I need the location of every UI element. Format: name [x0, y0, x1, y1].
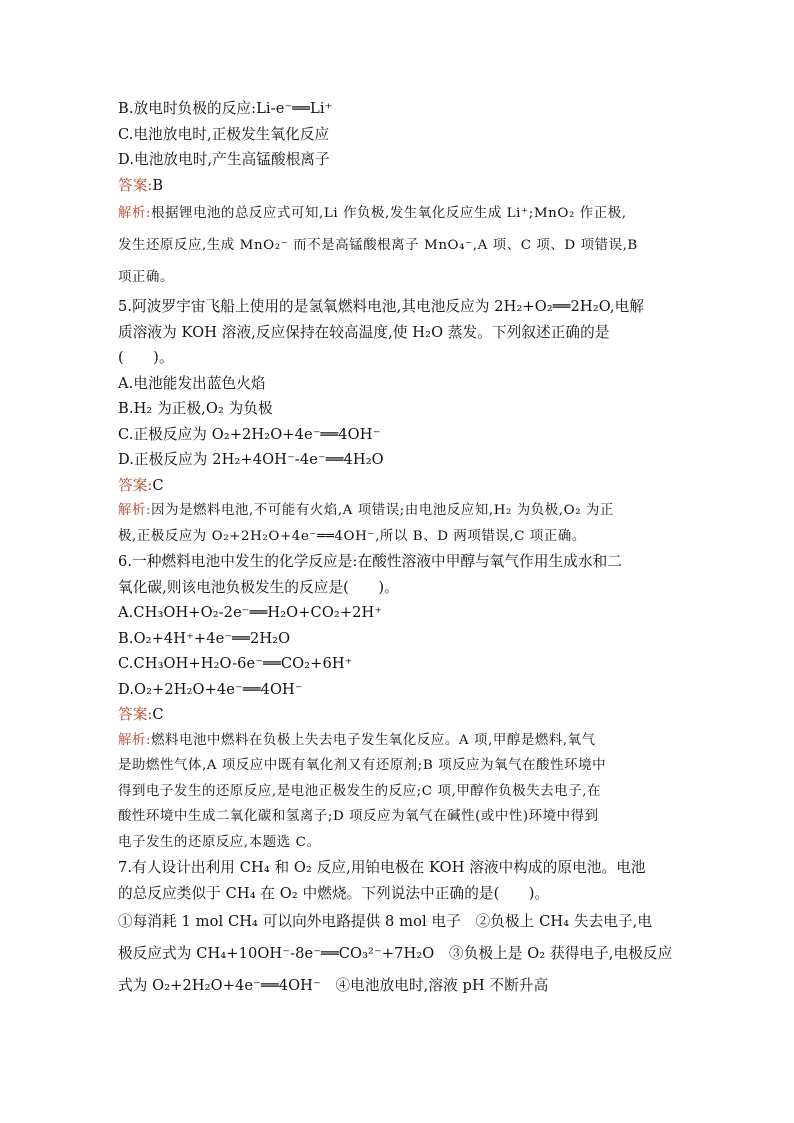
- q5-option-c: C.正极反应为 O₂+2H₂O+4e⁻══4OH⁻: [118, 425, 381, 443]
- q7-stem-line: ①每消耗 1 mol CH₄ 可以向外电路提供 8 mol 电子 ②负极上 CH₄ 失去电子,电: [118, 913, 653, 930]
- q6-analysis-line: 得到电子发生的还原反应,是电池正极发生的反应;C 项,甲醇作负极失去电子,在: [118, 783, 602, 799]
- q6-analysis-line: 电子发生的还原反应,本题选 C。: [118, 834, 321, 850]
- q5-analysis-line: 极,正极反应为 O₂+2H₂O+4e⁻══4OH⁻,所以 B、D 两项错误,C 项正确。: [118, 528, 586, 544]
- q7-stem-line: 的总反应类似于 CH₄ 在 O₂ 中燃烧。下列说法中正确的是( )。: [118, 884, 550, 902]
- q4-analysis-line: 解析:根据锂电池的总反应式可知,Li 作负极,发生氧化反应生成 Li⁺;MnO₂ 作正极,: [118, 206, 627, 221]
- q4-analysis-line: 发生还原反应,生成 MnO₂⁻ 而不是高锰酸根离子 MnO₄⁻,A 项、C 项、D 项错误,B: [118, 238, 638, 253]
- analysis-label: 解析:: [118, 206, 152, 221]
- q5-answer: [118, 473, 678, 499]
- document-page: [118, 96, 678, 1002]
- q5-option-d: D.正极反应为 2H₂+4OH⁻-4e⁻══4H₂O: [118, 451, 384, 468]
- q5-stem-line: 5.阿波罗宇宙飞船上使用的是氢氧燃料电池,其电池反应为 2H₂+O₂══2H₂O,电解: [118, 298, 645, 315]
- answer-label: 答案:: [118, 176, 153, 194]
- q4-option-c: C.电池放电时,正极发生氧化反应: [118, 125, 330, 143]
- answer-label: 答案:: [118, 476, 153, 494]
- q6-analysis-line: 解析:燃料电池中燃料在负极上失去电子发生氧化反应。A 项,甲醇是燃料,氧气: [118, 732, 596, 748]
- answer-value: C: [152, 706, 164, 723]
- q5-option-a: A.电池能发出蓝色火焰: [118, 374, 266, 392]
- q4-answer: [118, 173, 678, 199]
- q5-analysis-line: 解析:因为是燃料电池,不可能有火焰,A 项错误;由电池反应知,H₂ 为负极,O₂ 为正: [118, 503, 615, 518]
- q6-option-b: B.O₂+4H⁺+4e⁻══2H₂O: [118, 629, 291, 647]
- q6-answer: [118, 702, 678, 728]
- q5-stem-line: 质溶液为 KOH 溶液,反应保持在较高温度,使 H₂O 蒸发。下列叙述正确的是: [118, 323, 610, 341]
- q5-option-b: B.H₂ 为正极,O₂ 为负极: [118, 400, 273, 417]
- answer-value: B: [152, 176, 164, 194]
- analysis-label: 解析:: [118, 732, 152, 748]
- q6-stem-line: 氧化碳,则该电池负极发生的反应是( )。: [118, 578, 399, 596]
- q7-stem-line: 7.有人设计出利用 CH₄ 和 O₂ 反应,用铂电极在 KOH 溶液中构成的原电池。电池: [118, 859, 646, 876]
- q5-stem-line: ( )。: [118, 349, 174, 366]
- analysis-label: 解析:: [118, 503, 152, 518]
- q4-option-d: D.电池放电时,产生高锰酸根离子: [118, 151, 330, 168]
- q6-option-a: A.CH₃OH+O₂-2e⁻══H₂O+CO₂+2H⁺: [118, 604, 383, 621]
- q4-analysis-line: 项正确。: [118, 270, 174, 285]
- q6-analysis-line: 酸性环境中生成二氧化碳和氢离子;D 项反应为氧气在碱性(或中性)环境中得到: [118, 809, 599, 824]
- answer-label: 答案:: [118, 706, 153, 723]
- q6-option-d: D.O₂+2H₂O+4e⁻══4OH⁻: [118, 680, 303, 698]
- q6-analysis-line: 是助燃性气体,A 项反应中既有氧化剂又有还原剂;B 项反应为氧气在酸性环境中: [118, 758, 607, 773]
- q7-stem-line: 式为 O₂+2H₂O+4e⁻══4OH⁻ ④电池放电时,溶液 pH 不断升高: [118, 977, 549, 994]
- answer-value: C: [152, 476, 164, 494]
- q7-stem-line: 极反应式为 CH₄+10OH⁻-8e⁻══CO₃²⁻+7H₂O ③负极上是 O₂ 获得电子,电极反应: [118, 945, 673, 962]
- q6-stem-line: 6.一种燃料电池中发生的化学反应是:在酸性溶液中甲醇与氧气作用生成水和二: [118, 553, 623, 570]
- q6-option-c: C.CH₃OH+H₂O-6e⁻══CO₂+6H⁺: [118, 655, 353, 672]
- q4-option-b: B.放电时负极的反应:Li-e⁻══Li⁺: [118, 100, 333, 117]
